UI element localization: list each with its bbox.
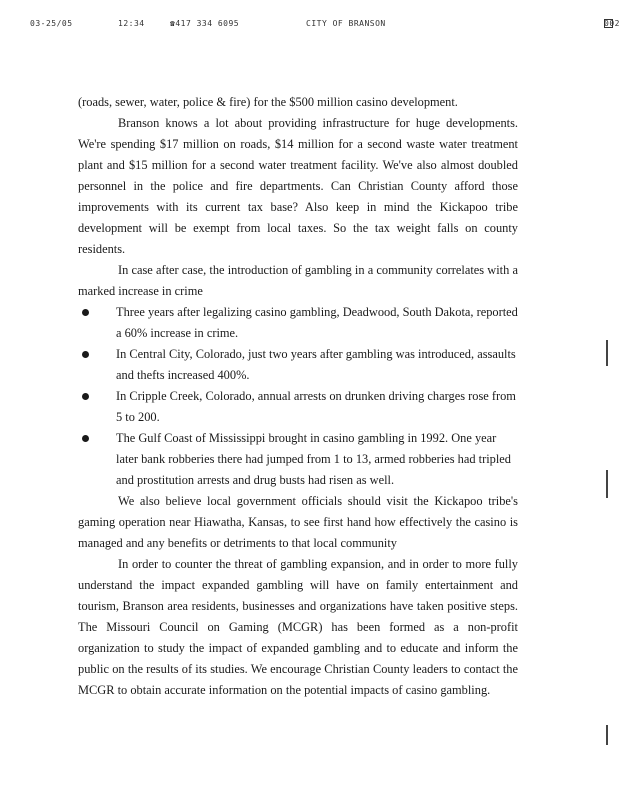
bullet-icon bbox=[82, 435, 89, 442]
paragraph-kickapoo-visit: We also believe local government officials should visit the Kickapoo tribe's gaming operation near Hiawatha, Kansas, to see first hand how effectively the casino is managed and any benefits or detriments to that local community bbox=[78, 494, 518, 550]
list-item bbox=[78, 386, 518, 428]
fax-header bbox=[30, 19, 620, 33]
bullet-icon bbox=[82, 393, 89, 400]
list-item-text: The Gulf Coast of Mississippi brought in casino gambling in 1992. One year later bank robberies there had jumped from 1 to 13, armed robberies had tripled and prostitution arrests and drug busts had risen as well. bbox=[116, 431, 511, 487]
document-body bbox=[78, 92, 518, 701]
fax-time: 12:34 bbox=[118, 19, 145, 28]
scan-edge-mark bbox=[606, 470, 608, 498]
list-item bbox=[78, 344, 518, 386]
list-item bbox=[78, 428, 518, 491]
list-item-text: In Cripple Creek, Colorado, annual arrests on drunken driving charges rose from 5 to 200. bbox=[116, 389, 516, 424]
fax-date: 03-25/05 bbox=[30, 19, 73, 28]
fax-phone: ☎417 334 6095 bbox=[170, 19, 240, 28]
scan-edge-mark bbox=[606, 725, 608, 745]
paragraph-mcgr: In order to counter the threat of gambling expansion, and in order to more fully understand the impact expanded gambling will have on family entertainment and tourism, Branson area residents, businesses and organizations have taken positive steps. The Missouri Council on Gaming (MCGR) has been formed as a non-profit organization to study the impact of expanded gambling and to educate and inform the public on the results of its studies. We encourage Christian County leaders to contact the MCGR to obtain accurate information on the potential impacts of casino gambling. bbox=[78, 557, 518, 697]
bullet-icon bbox=[82, 309, 89, 316]
fax-organization: CITY OF BRANSON bbox=[306, 19, 386, 28]
paragraph-crime-intro: In case after case, the introduction of gambling in a community correlates with a marked increase in crime bbox=[78, 263, 518, 298]
bullet-icon bbox=[82, 351, 89, 358]
list-item-text: Three years after legalizing casino gambling, Deadwood, South Dakota, reported a 60% increase in crime. bbox=[116, 305, 518, 340]
scan-edge-mark bbox=[606, 340, 608, 366]
list-item bbox=[78, 302, 518, 344]
list-item-text: In Central City, Colorado, just two years after gambling was introduced, assaults and thefts increased 400%. bbox=[116, 347, 516, 382]
fax-page-label: 002 bbox=[604, 19, 620, 28]
paragraph-infrastructure: Branson knows a lot about providing infrastructure for huge developments. We're spending $17 million on roads, $14 million for a second waste water treatment plant and $15 million for a second water treatment facility. We've also almost doubled personnel in the police and fire departments. Can Christian County afford those improvements with its current tax base? Also keep in mind the Kickapoo tribe development will be exempt from local taxes. So the tax weight falls on county residents. bbox=[78, 116, 518, 256]
crime-statistics-list bbox=[78, 302, 518, 491]
paragraph-continuation: (roads, sewer, water, police & fire) for the $500 million casino development. bbox=[78, 95, 458, 109]
